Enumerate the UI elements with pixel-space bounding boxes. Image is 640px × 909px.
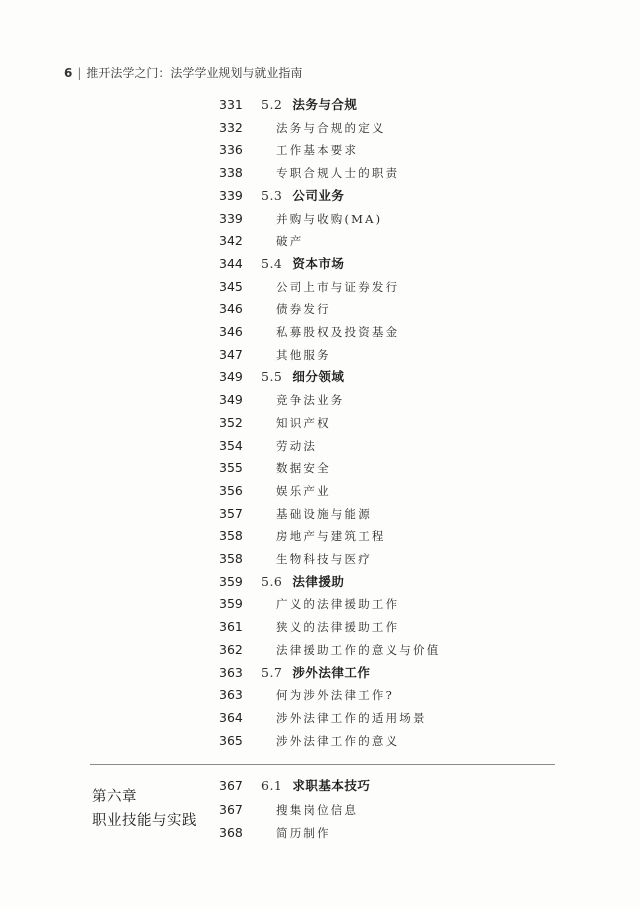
toc-page-number: 363 xyxy=(219,665,243,680)
toc-section-title: 涉外法律工作 xyxy=(292,665,371,680)
toc-section-number: 5.7 xyxy=(261,665,283,680)
page-number: 6 xyxy=(64,66,73,80)
toc-page-number: 359 xyxy=(219,574,243,589)
toc-page-number: 342 xyxy=(219,233,243,248)
toc-section-title: 法律援助 xyxy=(292,574,345,589)
toc-entry-title: 知识产权 xyxy=(276,416,331,430)
toc-entry-title: 工作基本要求 xyxy=(276,143,359,157)
toc-page-number: 339 xyxy=(219,188,243,203)
toc-page-number: 331 xyxy=(219,97,243,112)
toc-page-number: 367 xyxy=(219,802,243,817)
toc-entry-title: 私募股权及投资基金 xyxy=(276,325,400,339)
toc-page-number: 355 xyxy=(219,460,243,475)
toc-page-number: 361 xyxy=(219,619,243,634)
toc-page-number: 362 xyxy=(219,642,243,657)
toc-page-number: 357 xyxy=(219,506,243,521)
toc-section-heading xyxy=(261,95,357,115)
chapter-label: 第六章 xyxy=(92,789,137,805)
toc-section-number: 5.6 xyxy=(261,574,283,589)
toc-entry-title: 生物科技与医疗 xyxy=(276,552,372,566)
toc-page-number: 367 xyxy=(219,778,243,793)
toc-page-number: 368 xyxy=(219,825,243,840)
toc-page-number: 358 xyxy=(219,551,243,566)
toc-entry-title: 破产 xyxy=(276,234,304,248)
toc-page-number: 338 xyxy=(219,165,243,180)
toc-page-number: 363 xyxy=(219,687,243,702)
toc-section-title: 公司业务 xyxy=(292,188,345,203)
toc-entry-title: 简历制作 xyxy=(276,826,331,840)
toc-section-heading xyxy=(261,186,344,206)
toc-entry-title: 基础设施与能源 xyxy=(276,507,372,521)
toc-section-heading xyxy=(261,776,370,796)
toc-entry-title: 法律援助工作的意义与价值 xyxy=(276,643,441,657)
toc-page-number: 364 xyxy=(219,710,243,725)
toc-section-number: 5.3 xyxy=(261,188,283,203)
toc-entry-title: 专职合规人士的职责 xyxy=(276,166,400,180)
toc-page-number: 352 xyxy=(219,415,243,430)
toc-entry-title: 房地产与建筑工程 xyxy=(276,529,386,543)
running-header xyxy=(64,64,302,81)
toc-section-number: 6.1 xyxy=(261,778,283,793)
toc-page-number: 336 xyxy=(219,142,243,157)
toc-entry-title: 法务与合规的定义 xyxy=(276,121,386,135)
toc-page-number: 345 xyxy=(219,279,243,294)
toc-page-number: 358 xyxy=(219,528,243,543)
toc-section-number: 5.2 xyxy=(261,97,283,112)
toc-page-number: 356 xyxy=(219,483,243,498)
toc-page-number: 339 xyxy=(219,211,243,226)
toc-entry-title: 涉外法律工作的意义 xyxy=(276,734,400,748)
toc-entry-title: 其他服务 xyxy=(276,348,331,362)
toc-page-number: 349 xyxy=(219,392,243,407)
toc-page-number: 354 xyxy=(219,438,243,453)
toc-page-number: 332 xyxy=(219,120,243,135)
toc-entry-title: 狭义的法律援助工作 xyxy=(276,620,400,634)
toc-entry-title: 公司上市与证券发行 xyxy=(276,280,400,294)
toc-section-title: 求职基本技巧 xyxy=(292,778,371,793)
toc-entry-title: 竞争法业务 xyxy=(276,393,345,407)
toc-entry-title: 涉外法律工作的适用场景 xyxy=(276,711,427,725)
toc-entry-title: 劳动法 xyxy=(276,439,318,453)
toc-section-number: 5.5 xyxy=(261,369,283,384)
toc-page-number: 346 xyxy=(219,301,243,316)
toc-page-number: 346 xyxy=(219,324,243,339)
toc-section-number: 5.4 xyxy=(261,256,283,271)
toc-entry-title: 数据安全 xyxy=(276,461,331,475)
toc-section-title: 资本市场 xyxy=(292,256,345,271)
toc-entry-title: 搜集岗位信息 xyxy=(276,803,359,817)
toc-entry-title: 何为涉外法律工作? xyxy=(276,688,394,702)
toc-section-heading xyxy=(261,572,344,592)
toc-page-number: 365 xyxy=(219,733,243,748)
book-title: 推开法学之门：法学学业规划与就业指南 xyxy=(86,66,303,80)
toc-page-number: 347 xyxy=(219,347,243,362)
toc-section-heading xyxy=(261,663,370,683)
toc-page-number: 359 xyxy=(219,596,243,611)
header-separator: | xyxy=(77,66,82,80)
toc-section-title: 细分领域 xyxy=(292,369,345,384)
toc-section-heading xyxy=(261,367,344,387)
toc-entry-title: 广义的法律援助工作 xyxy=(276,597,400,611)
toc-page-number: 344 xyxy=(219,256,243,271)
toc-entry-title: 债券发行 xyxy=(276,302,331,316)
toc-section-title: 法务与合规 xyxy=(292,97,358,112)
toc-entry-title: 并购与收购(MA) xyxy=(276,212,383,226)
toc-page-number: 349 xyxy=(219,369,243,384)
chapter-divider xyxy=(90,764,555,765)
toc-section-heading xyxy=(261,254,344,274)
chapter-title: 职业技能与实践 xyxy=(92,813,197,829)
toc-entry-title: 娱乐产业 xyxy=(276,484,331,498)
